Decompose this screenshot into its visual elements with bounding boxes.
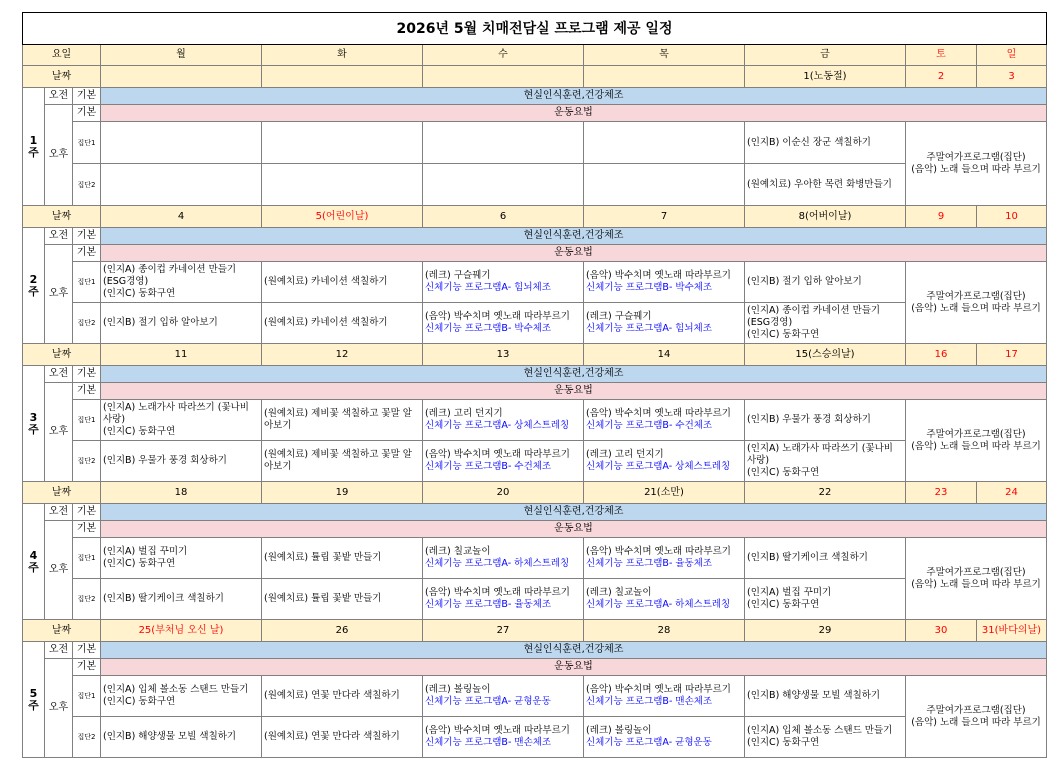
date-cell: 17 — [977, 344, 1047, 366]
basic-label: 기본 — [73, 105, 101, 122]
group-label: 집단1 — [73, 400, 101, 441]
program-cell — [423, 303, 584, 344]
program-line: (음악) 박수치며 옛노래 따라부르기 — [586, 684, 731, 695]
date-cell: 12 — [262, 344, 423, 366]
program-line: 신체기능 프로그램A- 하체스트레칭 — [425, 558, 570, 569]
program-cell — [262, 676, 423, 717]
day-header-5: 금 — [745, 45, 906, 66]
date-cell: 11 — [101, 344, 262, 366]
program-line: (인지B) 딸기케이크 색칠하기 — [103, 593, 224, 604]
program-line: (음악) 노래 들으며 따라 부르기 — [911, 440, 1041, 452]
day-header-2: 화 — [262, 45, 423, 66]
basic-label: 기본 — [73, 642, 101, 659]
program-cell — [584, 538, 745, 579]
date-cell: 5(어린이날) — [262, 206, 423, 228]
program-line: (원예치료) 제비꽃 색칠하고 꽃말 알아보기 — [264, 449, 412, 472]
date-cell: 26 — [262, 620, 423, 642]
program-cell — [745, 676, 906, 717]
pm-label: 오후 — [45, 105, 73, 206]
program-line: 신체기능 프로그램B- 율동체조 — [425, 599, 552, 610]
program-line: (음악) 노래 들으며 따라 부르기 — [911, 302, 1041, 314]
group-label: 집단2 — [73, 579, 101, 620]
program-line: (인지B) 절기 입하 알아보기 — [103, 317, 218, 328]
program-line: 주말여가프로그램(집단) — [926, 704, 1026, 716]
program-line: 신체기능 프로그램B- 율동체조 — [586, 558, 713, 569]
date-cell — [101, 66, 262, 88]
day-header-4: 목 — [584, 45, 745, 66]
program-line: (인지B) 우물가 풍경 회상하기 — [103, 455, 227, 466]
program-line: 신체기능 프로그램A- 힘뇌체조 — [425, 282, 551, 293]
weekend-program — [906, 538, 1047, 620]
program-cell — [745, 717, 906, 758]
weekend-program — [906, 122, 1047, 206]
program-line: (레크) 칠교놀이 — [586, 587, 652, 598]
page-title: 2026년 5월 치매전담실 프로그램 제공 일정 — [23, 13, 1047, 45]
date-cell: 19 — [262, 482, 423, 504]
pm-basic-program: 운동요법 — [101, 383, 1047, 400]
basic-label: 기본 — [73, 245, 101, 262]
program-cell — [745, 303, 906, 344]
program-cell — [584, 579, 745, 620]
program-line: (인지A) 입체 볼소동 스탠드 만들기 — [747, 725, 893, 736]
program-cell — [745, 164, 906, 206]
program-line: (인지B) 해양생물 모빌 색칠하기 — [103, 731, 237, 742]
date-cell: 27 — [423, 620, 584, 642]
date-cell: 20 — [423, 482, 584, 504]
date-cell: 2 — [906, 66, 977, 88]
program-line: 주말여가프로그램(집단) — [926, 151, 1026, 163]
program-line: (인지B) 이순신 장군 색칠하기 — [747, 136, 871, 148]
program-line: (원예치료) 카네이션 색칠하기 — [264, 276, 388, 287]
group-label: 집단2 — [73, 717, 101, 758]
program-cell — [423, 717, 584, 758]
program-line: (인지A) 종이컵 카네이션 만들기 (ESG경영) — [747, 305, 881, 328]
program-line: 신체기능 프로그램B- 수건체조 — [425, 461, 552, 472]
program-line: (음악) 박수치며 옛노래 따라부르기 — [586, 270, 731, 281]
program-line: (인지A) 벌집 꾸미기 — [747, 587, 832, 598]
basic-label: 기본 — [73, 504, 101, 521]
program-line: 신체기능 프로그램B- 박수체조 — [586, 282, 713, 293]
program-line: (음악) 박수치며 옛노래 따라부르기 — [425, 725, 570, 736]
program-cell — [584, 717, 745, 758]
program-cell — [745, 538, 906, 579]
group-label: 집단1 — [73, 262, 101, 303]
program-line: (인지B) 딸기케이크 색칠하기 — [747, 552, 868, 563]
program-cell — [262, 538, 423, 579]
program-line: 주말여가프로그램(집단) — [926, 566, 1026, 578]
am-basic-program: 현실인식훈련,건강체조 — [101, 504, 1047, 521]
group-label: 집단2 — [73, 441, 101, 482]
program-cell — [262, 717, 423, 758]
date-cell: 1(노동절) — [745, 66, 906, 88]
basic-label: 기본 — [73, 228, 101, 245]
program-line: (인지A) 종이컵 카네이션 만들기 (ESG경영) — [103, 264, 237, 287]
pm-basic-program: 운동요법 — [101, 659, 1047, 676]
date-label: 날짜 — [23, 620, 101, 642]
program-cell — [584, 262, 745, 303]
program-line: (인지A) 입체 볼소동 스탠드 만들기 — [103, 684, 249, 695]
program-cell — [745, 579, 906, 620]
program-line: (인지B) 우물가 풍경 회상하기 — [747, 414, 871, 425]
program-cell — [745, 441, 906, 482]
program-line: (인지C) 동화구연 — [103, 696, 176, 707]
date-label: 날짜 — [23, 482, 101, 504]
group-label: 집단1 — [73, 676, 101, 717]
date-label: 날짜 — [23, 344, 101, 366]
program-line: 신체기능 프로그램B- 수건체조 — [586, 420, 713, 431]
program-line: (원예치료) 우아한 목련 화병만들기 — [747, 178, 892, 190]
week-label: 1주 — [23, 88, 45, 206]
program-line: (레크) 볼링놀이 — [425, 684, 491, 695]
program-cell — [745, 400, 906, 441]
date-cell: 13 — [423, 344, 584, 366]
date-cell: 14 — [584, 344, 745, 366]
program-cell — [262, 122, 423, 164]
basic-label: 기본 — [73, 366, 101, 383]
date-cell: 29 — [745, 620, 906, 642]
date-cell: 6 — [423, 206, 584, 228]
day-header-3: 수 — [423, 45, 584, 66]
date-cell: 8(어버이날) — [745, 206, 906, 228]
date-cell: 9 — [906, 206, 977, 228]
program-cell — [584, 400, 745, 441]
date-cell: 31(바다의날) — [977, 620, 1047, 642]
date-cell: 25(부처님 오신 날) — [101, 620, 262, 642]
program-cell — [101, 717, 262, 758]
pm-label: 오후 — [45, 521, 73, 620]
pm-basic-program: 운동요법 — [101, 245, 1047, 262]
program-line: (원예치료) 튤립 꽃밭 만들기 — [264, 593, 382, 604]
schedule-table — [22, 12, 1047, 758]
program-cell — [745, 122, 906, 164]
day-header-1: 월 — [101, 45, 262, 66]
pm-label: 오후 — [45, 245, 73, 344]
program-line: (원예치료) 제비꽃 색칠하고 꽃말 알아보기 — [264, 408, 412, 431]
week-label: 5주 — [23, 642, 45, 758]
basic-label: 기본 — [73, 659, 101, 676]
am-label: 오전 — [45, 366, 73, 383]
program-cell — [101, 579, 262, 620]
pm-label: 오후 — [45, 659, 73, 758]
am-basic-program: 현실인식훈련,건강체조 — [101, 88, 1047, 105]
program-line: 신체기능 프로그램A- 균형운동 — [586, 737, 712, 748]
program-line: (인지C) 동화구연 — [747, 737, 820, 748]
program-line: 신체기능 프로그램A- 하체스트레칭 — [586, 599, 731, 610]
program-line: 신체기능 프로그램A- 힘뇌체조 — [586, 323, 712, 334]
weekend-program — [906, 400, 1047, 482]
program-cell — [262, 164, 423, 206]
program-cell — [423, 676, 584, 717]
day-header-label: 요일 — [23, 45, 101, 66]
program-cell — [101, 262, 262, 303]
program-cell — [584, 303, 745, 344]
program-cell — [423, 400, 584, 441]
weekend-program — [906, 262, 1047, 344]
program-line: (인지C) 동화구연 — [747, 599, 820, 610]
program-line: 신체기능 프로그램B- 박수체조 — [425, 323, 552, 334]
program-cell — [584, 164, 745, 206]
schedule-sheet — [22, 12, 1046, 758]
program-line: (음악) 박수치며 옛노래 따라부르기 — [425, 311, 570, 322]
program-cell — [101, 676, 262, 717]
week-label: 2주 — [23, 228, 45, 344]
am-label: 오전 — [45, 228, 73, 245]
program-line: (음악) 박수치며 옛노래 따라부르기 — [586, 546, 731, 557]
program-line: (레크) 고리 던지기 — [425, 408, 503, 419]
program-cell — [101, 538, 262, 579]
am-label: 오전 — [45, 504, 73, 521]
program-line: 신체기능 프로그램A- 상체스트레칭 — [586, 461, 731, 472]
program-line: 신체기능 프로그램A- 상체스트레칭 — [425, 420, 570, 431]
basic-label: 기본 — [73, 383, 101, 400]
group-label: 집단1 — [73, 122, 101, 164]
program-cell — [262, 441, 423, 482]
program-cell — [262, 400, 423, 441]
program-line: (음악) 노래 들으며 따라 부르기 — [911, 716, 1041, 728]
program-line: (인지C) 동화구연 — [103, 426, 176, 437]
date-cell: 21(소만) — [584, 482, 745, 504]
date-cell: 3 — [977, 66, 1047, 88]
program-line: (인지A) 노래가사 따라쓰기 (꽃나비 사랑) — [103, 402, 249, 425]
basic-label: 기본 — [73, 521, 101, 538]
date-cell: 7 — [584, 206, 745, 228]
am-label: 오전 — [45, 88, 73, 105]
am-basic-program: 현실인식훈련,건강체조 — [101, 366, 1047, 383]
pm-label: 오후 — [45, 383, 73, 482]
program-line: (레크) 구슬꿰기 — [425, 270, 491, 281]
program-cell — [262, 262, 423, 303]
program-cell — [584, 676, 745, 717]
date-cell: 23 — [906, 482, 977, 504]
program-line: (인지C) 동화구연 — [747, 329, 820, 340]
am-basic-program: 현실인식훈련,건강체조 — [101, 642, 1047, 659]
program-cell — [101, 441, 262, 482]
program-cell — [101, 400, 262, 441]
program-cell — [745, 262, 906, 303]
program-cell — [423, 262, 584, 303]
program-line: (인지A) 벌집 꾸미기 — [103, 546, 188, 557]
program-cell — [584, 441, 745, 482]
program-line: (음악) 박수치며 옛노래 따라부르기 — [425, 587, 570, 598]
date-cell: 16 — [906, 344, 977, 366]
pm-basic-program: 운동요법 — [101, 521, 1047, 538]
weekend-program — [906, 676, 1047, 758]
am-label: 오전 — [45, 642, 73, 659]
date-label: 날짜 — [23, 66, 101, 88]
date-cell: 30 — [906, 620, 977, 642]
day-header-6: 토 — [906, 45, 977, 66]
program-line: 신체기능 프로그램A- 균형운동 — [425, 696, 551, 707]
group-label: 집단1 — [73, 538, 101, 579]
program-line: (원예치료) 카네이션 색칠하기 — [264, 317, 388, 328]
program-line: (레크) 고리 던지기 — [586, 449, 664, 460]
date-cell: 4 — [101, 206, 262, 228]
program-line: 주말여가프로그램(집단) — [926, 290, 1026, 302]
date-cell: 10 — [977, 206, 1047, 228]
program-line: (인지C) 동화구연 — [103, 288, 176, 299]
program-line: (음악) 노래 들으며 따라 부르기 — [911, 578, 1041, 590]
week-label: 3주 — [23, 366, 45, 482]
program-cell — [101, 303, 262, 344]
program-line: (레크) 구슬꿰기 — [586, 311, 652, 322]
date-cell — [262, 66, 423, 88]
program-line: (원예치료) 연꽃 만다라 색칠하기 — [264, 731, 400, 742]
program-line: (인지C) 동화구연 — [103, 558, 176, 569]
date-cell: 24 — [977, 482, 1047, 504]
program-line: (음악) 박수치며 옛노래 따라부르기 — [425, 449, 570, 460]
program-cell — [262, 579, 423, 620]
program-line: (인지B) 해양생물 모빌 색칠하기 — [747, 690, 881, 701]
am-basic-program: 현실인식훈련,건강체조 — [101, 228, 1047, 245]
program-line: (원예치료) 연꽃 만다라 색칠하기 — [264, 690, 400, 701]
pm-basic-program: 운동요법 — [101, 105, 1047, 122]
date-cell: 22 — [745, 482, 906, 504]
program-line: (원예치료) 튤립 꽃밭 만들기 — [264, 552, 382, 563]
date-label: 날짜 — [23, 206, 101, 228]
group-label: 집단2 — [73, 303, 101, 344]
program-line: 신체기능 프로그램B- 맨손체조 — [586, 696, 713, 707]
program-line: (인지B) 절기 입하 알아보기 — [747, 276, 862, 287]
date-cell: 18 — [101, 482, 262, 504]
program-cell — [423, 538, 584, 579]
date-cell — [584, 66, 745, 88]
program-line: (레크) 볼링놀이 — [586, 725, 652, 736]
program-line: (레크) 칠교놀이 — [425, 546, 491, 557]
basic-label: 기본 — [73, 88, 101, 105]
day-header-7: 일 — [977, 45, 1047, 66]
program-line: 신체기능 프로그램B- 맨손체조 — [425, 737, 552, 748]
program-line: (인지C) 동화구연 — [747, 467, 820, 478]
program-line: (음악) 박수치며 옛노래 따라부르기 — [586, 408, 731, 419]
program-cell — [423, 579, 584, 620]
program-cell — [423, 441, 584, 482]
program-cell — [101, 122, 262, 164]
program-line: (인지A) 노래가사 따라쓰기 (꽃나비 사랑) — [747, 443, 893, 466]
date-cell: 28 — [584, 620, 745, 642]
program-cell — [101, 164, 262, 206]
program-cell — [423, 164, 584, 206]
program-line: (음악) 노래 들으며 따라 부르기 — [911, 163, 1041, 175]
program-cell — [262, 303, 423, 344]
program-cell — [584, 122, 745, 164]
group-label: 집단2 — [73, 164, 101, 206]
date-cell — [423, 66, 584, 88]
program-cell — [423, 122, 584, 164]
date-cell: 15(스승의날) — [745, 344, 906, 366]
program-line: 주말여가프로그램(집단) — [926, 428, 1026, 440]
week-label: 4주 — [23, 504, 45, 620]
